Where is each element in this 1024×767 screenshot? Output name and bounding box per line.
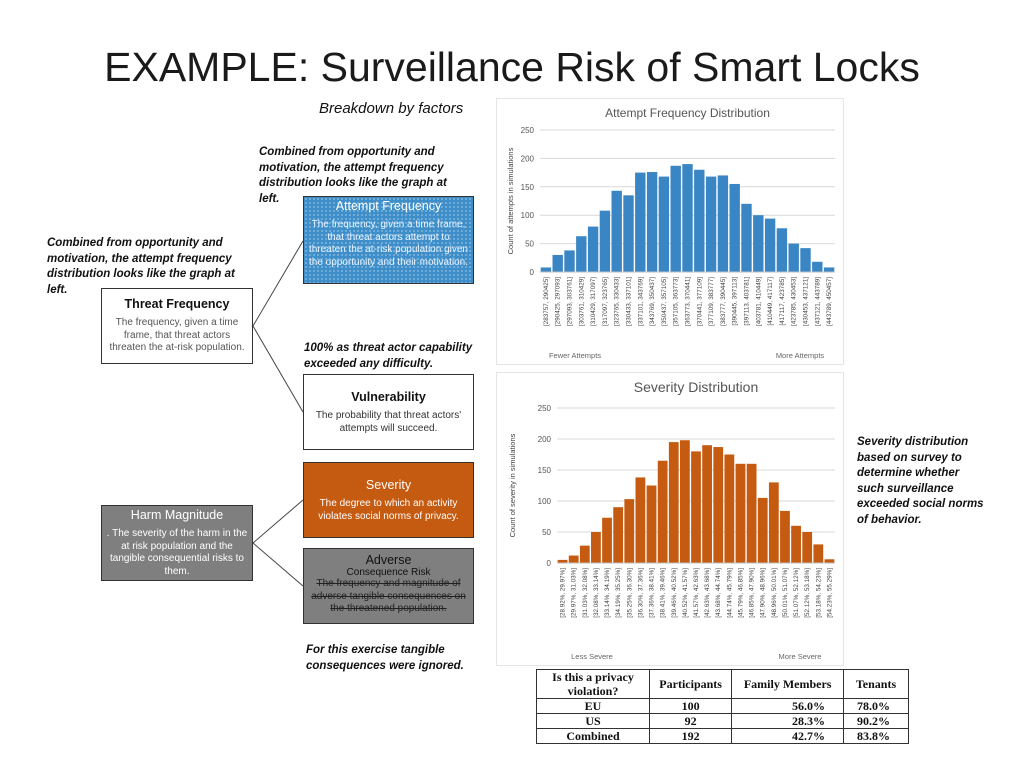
privacy-violation-table xyxy=(536,669,909,744)
x-tick-label: [350437, 357105] xyxy=(660,277,668,327)
vulnerability-note: 100% as threat actor capability exceeded any difficulty. xyxy=(304,342,473,370)
x-tick-label: [46.85%, 47.90%] xyxy=(748,568,756,618)
x-tick-label: [297093, 303761] xyxy=(566,277,574,327)
bar xyxy=(623,195,633,272)
table-cell: 90.2% xyxy=(844,714,909,729)
x-tick-label: [33.14%, 34.19%] xyxy=(604,568,612,618)
attempt-note: Combined from opportunity and motivation, the attempt frequency distribution looks like the graph at left. xyxy=(259,146,447,205)
bar xyxy=(580,546,590,563)
x-right-label: More Attempts xyxy=(775,351,825,360)
bar xyxy=(741,204,751,272)
table-cell: 100 xyxy=(650,699,732,714)
x-tick-label: [28.92%, 29.97%] xyxy=(559,568,567,618)
x-right-label: More Severe xyxy=(778,652,822,661)
x-tick-label: [343769, 350437] xyxy=(649,277,657,327)
bar xyxy=(682,164,692,272)
harm-magnitude-box xyxy=(101,505,253,581)
x-tick-label: [383777, 390445] xyxy=(719,277,727,327)
table-cell: EU xyxy=(537,699,650,714)
table-header: Participants xyxy=(650,670,732,699)
attempt-frequency-title: Attempt Frequency xyxy=(335,199,442,213)
y-tick-label: 200 xyxy=(520,154,534,164)
threat-note: Combined from opportunity and motivation, the attempt frequency distribution looks like the graph at left. xyxy=(47,237,235,296)
slide-title: EXAMPLE: Surveillance Risk of Smart Locks xyxy=(104,44,920,90)
x-tick-label: [44.74%, 45.79%] xyxy=(726,568,734,618)
adverse-title: Adverse xyxy=(365,553,412,567)
bar xyxy=(694,170,704,272)
bar xyxy=(765,219,775,272)
bar xyxy=(600,211,610,272)
x-tick-label: [397113, 403781] xyxy=(743,277,751,326)
severity-title: Severity xyxy=(365,478,412,492)
adverse-subtitle: Consequence Risk xyxy=(346,567,431,578)
connector-threat-vulnerability xyxy=(253,326,303,412)
x-tick-label: [370441, 377109] xyxy=(696,277,704,327)
bar xyxy=(612,191,622,272)
severity-desc: The degree to which an activity violates social norms of privacy. xyxy=(318,498,459,522)
bar xyxy=(780,511,790,563)
bar xyxy=(753,215,763,272)
bar xyxy=(702,445,712,563)
table-cell: 83.8% xyxy=(844,729,909,744)
x-tick-label: [330433, 337101] xyxy=(625,277,633,327)
slide-subtitle: Breakdown by factors xyxy=(319,100,464,117)
x-tick-label: [54.23%, 55.29%] xyxy=(826,568,834,618)
vulnerability-title: Vulnerability xyxy=(351,390,426,404)
x-tick-label: [45.79%, 46.85%] xyxy=(737,568,745,618)
severity-chart-panel xyxy=(496,372,844,666)
table-cell: 42.7% xyxy=(732,729,844,744)
table-row xyxy=(537,699,909,714)
bar xyxy=(553,255,563,272)
x-tick-label: [34.19%, 35.25%] xyxy=(615,568,623,618)
bar xyxy=(669,442,679,563)
x-tick-label: [317097, 323765] xyxy=(601,277,609,327)
bar xyxy=(569,556,579,563)
x-tick-label: [423785, 430453] xyxy=(790,277,798,327)
x-tick-label: [43.68%, 44.74%] xyxy=(715,568,723,618)
vulnerability-box xyxy=(303,374,474,450)
x-tick-label: [37.36%, 38.41%] xyxy=(648,568,656,618)
x-tick-label: [417117, 423785] xyxy=(778,277,786,326)
vulnerability-desc: The probability that threat actors' attempts will succeed. xyxy=(315,410,462,434)
x-tick-label: [47.90%, 48.96%] xyxy=(759,568,767,618)
bar xyxy=(659,177,669,272)
attempt-frequency-chart xyxy=(497,99,843,364)
severity-chart xyxy=(497,373,843,665)
x-tick-label: [363773, 370441] xyxy=(684,277,692,327)
table-header-row xyxy=(537,670,909,699)
bar xyxy=(613,507,623,563)
table-cell: 28.3% xyxy=(732,714,844,729)
bar xyxy=(800,248,810,272)
adverse-desc: The frequency and magnitude of adverse tangible consequences on the threatened population. xyxy=(311,578,466,614)
severity-note: Severity distribution based on survey to determine whether such surveillance exceeded social norms of behavior. xyxy=(857,436,984,526)
y-tick-label: 150 xyxy=(520,182,534,192)
y-tick-label: 100 xyxy=(537,497,551,506)
x-tick-label: [357105, 363773] xyxy=(672,277,680,327)
bar xyxy=(591,532,601,563)
connector-harm-severity xyxy=(253,500,303,543)
x-tick-label: [283757, 290425] xyxy=(542,277,550,327)
x-tick-label: [32.08%, 33.14%] xyxy=(592,568,600,618)
bar xyxy=(602,518,612,563)
x-tick-label: [39.46%, 40.52%] xyxy=(670,568,678,618)
adverse-note: For this exercise tangible consequences were ignored. xyxy=(306,644,464,672)
bar xyxy=(825,559,835,563)
bar xyxy=(812,262,822,272)
x-left-label: Less Severe xyxy=(571,652,613,661)
bar xyxy=(713,447,723,563)
y-tick-label: 150 xyxy=(537,466,551,475)
x-tick-label: [41.57%, 42.63%] xyxy=(693,568,700,618)
y-axis-label: Count of severity in simulations xyxy=(508,433,517,538)
threat-frequency-box xyxy=(101,288,253,364)
x-tick-label: [403781, 410449] xyxy=(755,277,763,327)
bar xyxy=(636,477,646,563)
x-tick-label: [337101, 343769] xyxy=(637,277,645,327)
x-tick-label: [323765, 330433] xyxy=(613,277,621,327)
x-tick-label: [40.52%, 41.57%] xyxy=(681,568,689,618)
x-tick-label: [38.41%, 39.46%] xyxy=(659,568,667,618)
x-tick-label: [50.01%, 51.07%] xyxy=(781,568,789,618)
bar xyxy=(588,227,598,272)
harm-magnitude-title: Harm Magnitude xyxy=(130,508,224,522)
bar xyxy=(624,499,634,563)
x-tick-label: [35.25%, 36.30%] xyxy=(626,568,634,618)
chart-title: Attempt Frequency Distribution xyxy=(605,106,770,120)
table-row xyxy=(537,714,909,729)
adverse-consequence-box xyxy=(303,548,474,624)
x-tick-label: [437121, 443789] xyxy=(814,277,822,327)
x-tick-label: [52.12%, 53.18%] xyxy=(804,568,812,618)
bar xyxy=(718,175,728,272)
y-tick-label: 50 xyxy=(542,528,551,537)
table-row xyxy=(537,729,909,744)
bar xyxy=(758,498,768,563)
bar xyxy=(791,526,801,563)
bar xyxy=(777,228,787,272)
bar xyxy=(747,464,757,563)
x-left-label: Fewer Attempts xyxy=(548,351,602,360)
table-header: Tenants xyxy=(844,670,909,699)
x-tick-label: [29.97%, 31.03%] xyxy=(570,568,578,618)
y-tick-label: 0 xyxy=(529,268,534,277)
attempt-frequency-box xyxy=(303,196,474,284)
y-axis-label: Count of attempts in simulations xyxy=(506,147,515,255)
bar xyxy=(789,244,799,272)
table-cell: 78.0% xyxy=(844,699,909,714)
x-tick-label: [443789, 450457] xyxy=(826,277,834,327)
table-header: Is this a privacy violation? xyxy=(537,670,650,699)
x-tick-label: [410449, 417117] xyxy=(767,277,775,326)
bar xyxy=(541,267,551,272)
bar xyxy=(671,166,681,272)
x-tick-label: [36.30%, 37.36%] xyxy=(637,568,645,618)
bar xyxy=(730,184,740,272)
x-tick-label: [430453, 437121] xyxy=(802,277,810,327)
table-cell: Combined xyxy=(537,729,650,744)
bar xyxy=(564,250,574,272)
chart-title: Severity Distribution xyxy=(633,379,759,395)
bar xyxy=(736,464,746,563)
threat-frequency-desc: The frequency, given a time frame, that threat actors threaten the at-risk population. xyxy=(109,317,245,353)
x-tick-label: [31.03%, 32.08%] xyxy=(581,568,589,618)
x-tick-label: [51.07%, 52.12%] xyxy=(793,568,801,618)
connector-harm-adverse xyxy=(253,543,303,586)
bar xyxy=(680,440,690,563)
harm-magnitude-desc: . The severity of the harm in the at risk population and the tangible consequential risks to them. xyxy=(106,528,248,577)
x-tick-label: [377109, 383777] xyxy=(708,277,716,327)
table-cell: US xyxy=(537,714,650,729)
bar xyxy=(824,267,834,272)
bar xyxy=(658,461,668,563)
y-tick-label: 200 xyxy=(537,435,551,444)
connector-threat-attempt xyxy=(253,241,303,326)
y-tick-label: 100 xyxy=(520,211,534,221)
bar xyxy=(813,544,823,563)
x-tick-label: [53.18%, 54.23%] xyxy=(815,568,823,618)
severity-box xyxy=(303,462,474,538)
table-cell: 192 xyxy=(650,729,732,744)
x-tick-label: [48.96%, 50.01%] xyxy=(770,568,778,618)
bar xyxy=(635,173,645,272)
bar xyxy=(802,532,812,563)
attempt-frequency-chart-panel xyxy=(496,98,844,365)
y-tick-label: 250 xyxy=(520,126,534,135)
x-tick-label: [303761, 310429] xyxy=(578,277,586,327)
y-tick-label: 50 xyxy=(525,239,534,249)
x-tick-label: [42.63%, 43.68%] xyxy=(704,568,712,618)
table-cell: 56.0% xyxy=(732,699,844,714)
table-header: Family Members xyxy=(732,670,844,699)
x-tick-label: [390445, 397113] xyxy=(731,277,739,326)
bar xyxy=(724,455,734,564)
bar xyxy=(647,172,657,272)
y-tick-label: 0 xyxy=(546,559,551,568)
y-tick-label: 250 xyxy=(537,404,551,413)
bar xyxy=(647,486,657,564)
attempt-frequency-desc: The frequency, given a time frame, that threat actors attempt to threaten the at-risk population given the opportunity and their motivation. xyxy=(309,219,468,268)
bar xyxy=(769,482,779,563)
x-tick-label: [290425, 297093] xyxy=(554,277,562,327)
threat-frequency-title: Threat Frequency xyxy=(124,297,230,311)
bar xyxy=(706,177,716,272)
table-cell: 92 xyxy=(650,714,732,729)
bar xyxy=(691,451,701,563)
bar xyxy=(576,236,586,272)
x-tick-label: [310429, 317097] xyxy=(590,277,598,327)
